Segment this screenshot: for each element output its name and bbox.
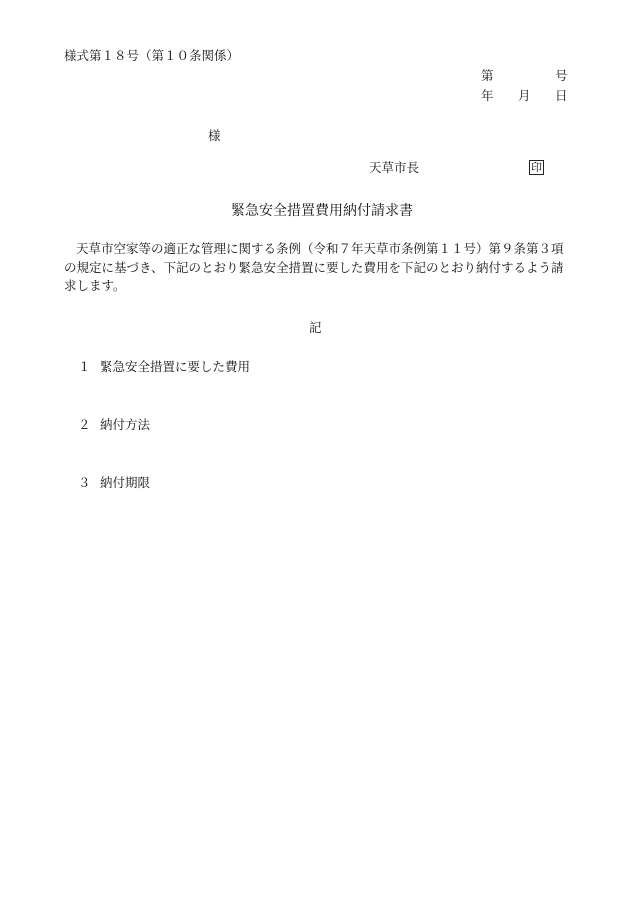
seal-mark: 印 — [531, 161, 542, 174]
item-1-label: 緊急安全措置に要した費用 — [100, 359, 251, 374]
body-paragraph: 天草市空家等の適正な管理に関する条例（令和７年天草市条例第１１号）第９条第３項の規定に基づき、下記のとおり緊急安全措置に要した費用を下記のとおり納付するよう請求します。 — [64, 241, 564, 293]
item-1-number: １ — [78, 359, 91, 374]
item-2-number: ２ — [78, 417, 91, 432]
item-3-label: 納付期限 — [100, 475, 151, 490]
addressee-suffix: 様 — [208, 128, 221, 143]
ki-heading: 記 — [309, 320, 322, 335]
item-2-label: 納付方法 — [100, 417, 151, 432]
form-number: 様式第１８号（第１０条関係） — [64, 48, 240, 63]
document-title: 緊急安全措置費用納付請求書 — [231, 203, 413, 219]
date-year: 年 — [481, 88, 494, 103]
doc-number-prefix: 第 — [481, 68, 494, 83]
issuer-name: 天草市長 — [369, 160, 420, 175]
date-month: 月 — [518, 88, 531, 103]
date-day: 日 — [555, 88, 568, 103]
item-3-number: ３ — [78, 475, 91, 490]
doc-number-suffix: 号 — [555, 68, 568, 83]
